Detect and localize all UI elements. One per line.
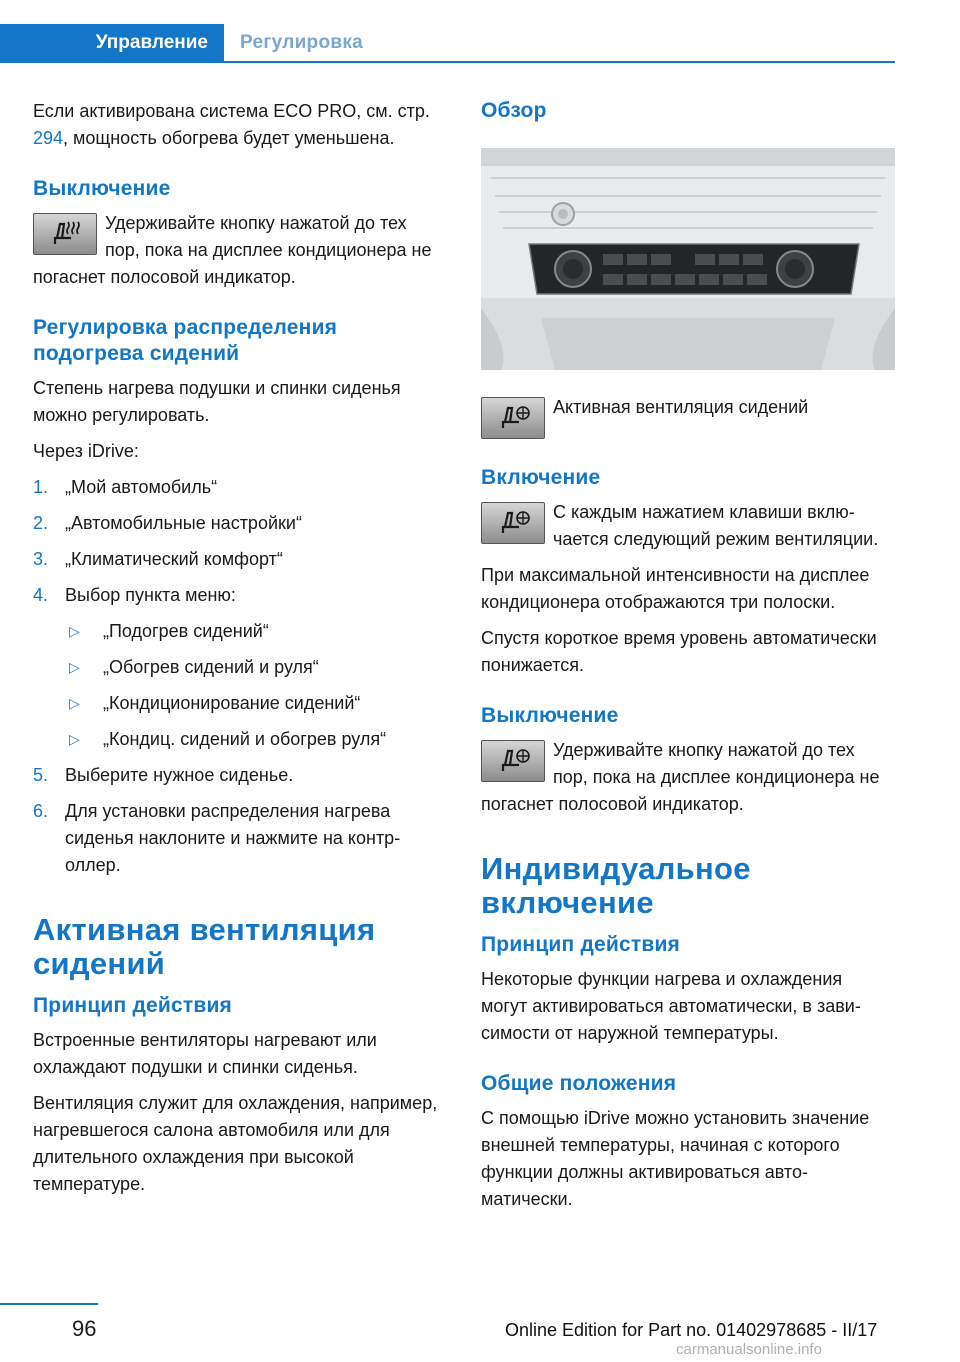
seat-ventilation-icon (481, 502, 545, 544)
list-item: 2. „Автомобильные настройки“ (33, 513, 302, 533)
seat-heating-icon (33, 213, 97, 255)
edition-text: Online Edition for Part no. 01402978685 - II/17 (505, 1320, 878, 1340)
heating-off-heading: Выключение (33, 177, 171, 200)
distribution-heading: Регулировка распределения подогрева сидений (33, 316, 338, 365)
list-item: 5. Выберите нужное сиденье. (33, 765, 294, 785)
tab-regulirovka[interactable]: Регулировка (240, 31, 364, 53)
watermark: carmanualsonline.info (676, 1341, 822, 1358)
ventilation-label: Активная вентиляция сидений (553, 397, 809, 417)
ventilation-on-paragraph-3: Спустя короткое время уровень автоматически понижается. (481, 628, 877, 675)
ventilation-on-text: С каждым нажатием клавиши включается следующий режим вентиляции. (553, 502, 879, 549)
header-bar (0, 0, 960, 62)
right-column (481, 98, 893, 1222)
ventilation-off-block (481, 737, 893, 818)
principle-paragraph-2: Вентиляция служит для охлаждения, например, нагревшегося салона автомобиля или для длительного охлаждения при высокой температуре. (33, 1093, 438, 1194)
triangle-bullet-icon: ▷ (69, 731, 80, 747)
footer-divider (0, 1303, 98, 1305)
list-item: 6. Для установки распределения нагрева сиденья наклоните и нажмите на контроллер. (33, 801, 401, 875)
list-item: 3. „Климатический комфорт“ (33, 549, 283, 569)
individual-activation-title: Индивидуальное включение (481, 851, 751, 920)
eco-pro-paragraph: Если активирована система ECO PRO, см. стр. 294, мощность обогрева будет уменьшена. (33, 101, 430, 148)
list-item: 4. Выбор пункта меню: ▷ „Подогрев сидений“ ▷ „Обогрев сидений и руля“ ▷ „Кондиционирование сидений“ ▷ „Кондиц. сидений и обогрев руля“ (33, 582, 445, 753)
triangle-bullet-icon: ▷ (69, 623, 80, 639)
list-item: ▷ „Подогрев сидений“ (65, 618, 445, 645)
principle-heading: Принцип действия (481, 933, 681, 956)
general-paragraph: С помощью iDrive можно установить значение внешней температуры, начиная с которого функции должны активироваться автоматически. (481, 1108, 870, 1209)
ventilation-on-heading: Включение (481, 466, 601, 489)
idrive-paragraph: Через iDrive: (33, 441, 139, 461)
principle-paragraph: Некоторые функции нагрева и охлаждения могут активироваться автоматически, в зависимости от наружной температуры. (481, 969, 861, 1043)
list-item: 1. „Мой автомобиль“ (33, 477, 218, 497)
idrive-steps-list (33, 474, 445, 879)
heating-off-block (33, 210, 445, 291)
ventilation-section-title: Активная вентиляция сидений (33, 912, 376, 981)
principle-heading: Принцип действия (33, 994, 233, 1017)
header-divider (0, 61, 895, 63)
list-item: ▷ „Кондиц. сидений и обогрев руля“ (65, 726, 445, 753)
triangle-bullet-icon: ▷ (69, 695, 80, 711)
list-item: ▷ „Обогрев сидений и руля“ (65, 654, 445, 681)
distribution-paragraph: Степень нагрева подушки и спинки сиденья можно регулировать. (33, 378, 401, 425)
heating-off-text: Удерживайте кнопку нажатой до тех пор, пока на дисплее кондиционера не погаснет полосовой индикатор. (33, 213, 432, 287)
ventilation-label-block (481, 394, 893, 441)
page-number: 96 (72, 1316, 97, 1341)
list-item: ▷ „Кондиционирование сидений“ (65, 690, 445, 717)
tab-upravlenie[interactable]: Управление (0, 24, 224, 61)
triangle-bullet-icon: ▷ (69, 659, 80, 675)
ventilation-on-block (481, 499, 893, 553)
seat-ventilation-icon (481, 740, 545, 782)
ventilation-off-heading: Выключение (481, 704, 619, 727)
left-column (33, 98, 445, 1207)
menu-options-list (65, 618, 445, 753)
ventilation-on-paragraph-2: При максимальной интенсивности на дисплее кондиционера отображаются три полоски. (481, 565, 870, 612)
overview-heading: Обзор (481, 99, 547, 122)
seat-ventilation-icon (481, 397, 545, 439)
principle-paragraph-1: Встроенные вентиляторы нагревают или охлаждают подушки и спинки сиденья. (33, 1030, 377, 1077)
page-link[interactable]: 294 (33, 128, 64, 148)
climate-panel-photo (481, 148, 895, 370)
ventilation-off-text: Удерживайте кнопку нажатой до тех пор, пока на дисплее кондиционера не погаснет полосовой индикатор. (481, 740, 880, 814)
general-heading: Общие положения (481, 1072, 677, 1095)
